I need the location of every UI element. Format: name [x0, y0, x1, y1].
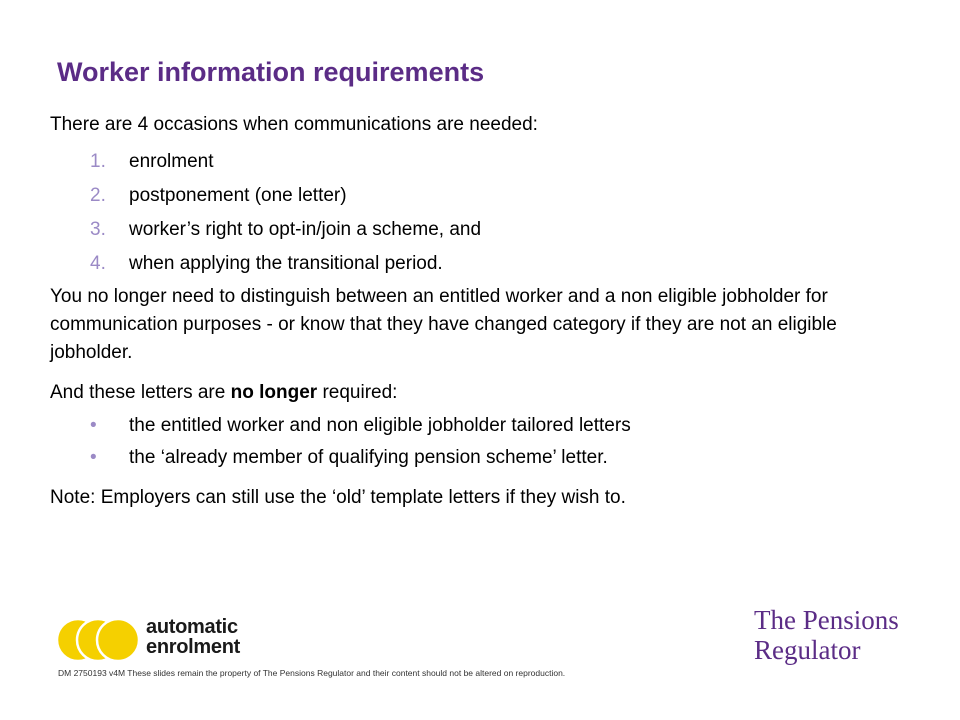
letters-intro-before: And these letters are	[50, 382, 231, 403]
letters-intro	[50, 379, 397, 407]
list-item	[90, 179, 481, 213]
list-item-text: when applying the transitional period.	[129, 253, 443, 274]
list-number: 2.	[90, 185, 106, 206]
occasions-list	[90, 145, 481, 281]
list-item-text: postponement (one letter)	[129, 185, 347, 206]
footnote: DM 2750193 v4M These slides remain the property of The Pensions Regulator and their content should not be altered on reproduction.	[58, 668, 566, 678]
list-number: 4.	[90, 253, 106, 274]
tpr-logo-line1: The Pensions	[754, 605, 899, 635]
automatic-enrolment-logo	[56, 615, 256, 665]
ae-logo-line2: enrolment	[146, 636, 240, 658]
list-item	[90, 145, 481, 179]
list-item-text: the ‘already member of qualifying pension scheme’ letter.	[129, 447, 608, 468]
tpr-logo-line2: Regulator	[754, 635, 861, 665]
bullet-icon: •	[90, 447, 97, 468]
list-item	[90, 442, 631, 474]
letters-list	[90, 410, 631, 474]
letters-intro-after: required:	[317, 382, 398, 403]
list-item	[90, 213, 481, 247]
list-item-text: enrolment	[129, 151, 214, 172]
list-item	[90, 247, 481, 281]
ae-logo-text	[146, 617, 240, 657]
note-text: Note: Employers can still use the ‘old’ template letters if they wish to.	[50, 487, 626, 508]
distinguish-text: You no longer need to distinguish between an entitled worker and a non eligible jobholder for communication purposes - or know that they have changed category if they are not an eligible jobholder.	[50, 286, 837, 363]
pensions-regulator-logo	[754, 605, 899, 665]
list-number: 1.	[90, 151, 106, 172]
ae-circles-icon	[56, 615, 142, 665]
list-item	[90, 410, 631, 442]
ae-logo-line1: automatic	[146, 616, 238, 638]
slide-title: Worker information requirements	[57, 57, 485, 87]
list-number: 3.	[90, 219, 106, 240]
list-item-text: worker’s right to opt-in/join a scheme, and	[129, 219, 482, 240]
letters-intro-emphasis: no longer	[230, 382, 318, 403]
list-item-text: the entitled worker and non eligible jobholder tailored letters	[129, 415, 631, 436]
bullet-icon: •	[90, 415, 97, 436]
intro-text: There are 4 occasions when communications are needed:	[50, 114, 538, 135]
